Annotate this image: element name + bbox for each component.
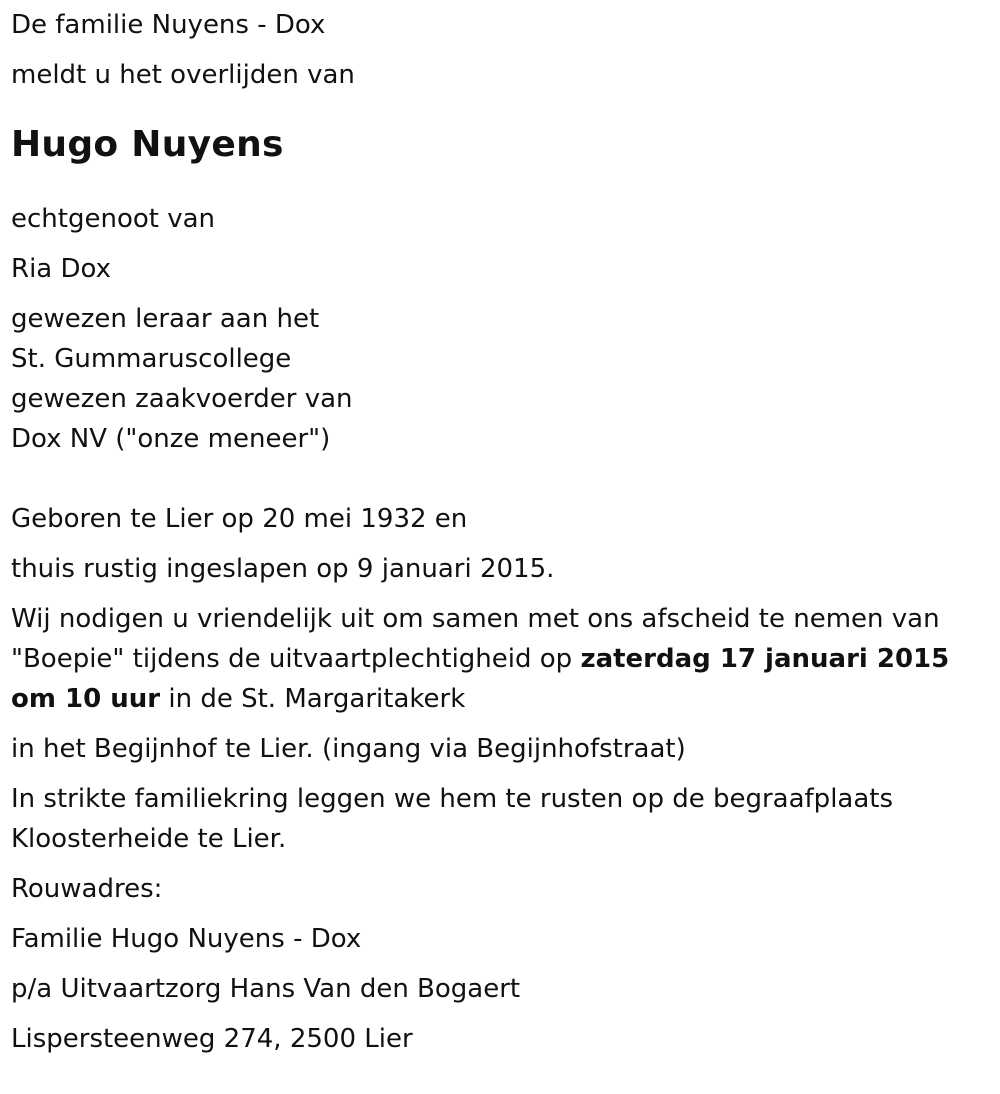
spouse-name: Ria Dox [11, 254, 112, 284]
intro-announcement: meldt u het overlijden van [11, 60, 355, 90]
invitation-church: in de St. Margaritakerk [160, 684, 466, 714]
spouse-label: echtgenoot van [11, 204, 216, 234]
birth-info: Geboren te Lier op 20 mei 1932 en [11, 504, 468, 534]
career-line: St. Gummaruscollege [11, 344, 292, 374]
funeral-invitation [11, 599, 1000, 719]
address-line: p/a Uitvaartzorg Hans Van den Bogaert [11, 974, 521, 1004]
intro-family: De familie Nuyens - Dox [11, 10, 326, 40]
career-block [11, 299, 1000, 459]
invitation-text: Wij nodigen u vriendelijk uit om samen met ons afscheid te nemen van "Boepie" tijdens de uitvaartplechtigheid op [11, 604, 940, 674]
death-info: thuis rustig ingeslapen op 9 januari 2015. [11, 554, 555, 584]
career-line: gewezen zaakvoerder van [11, 384, 353, 414]
burial-info: In strikte familiekring leggen we hem te rusten op de begraafplaats Kloosterheide te Lier. [11, 784, 894, 854]
funeral-datetime: zaterdag 17 januari 2015 om 10 uur [11, 644, 950, 714]
career-line: gewezen leraar aan het [11, 304, 320, 334]
church-location: in het Begijnhof te Lier. (ingang via Begijnhofstraat) [11, 734, 686, 764]
address-line: Familie Hugo Nuyens - Dox [11, 924, 362, 954]
address-label: Rouwadres: [11, 874, 163, 904]
deceased-name: Hugo Nuyens [11, 124, 284, 165]
address-line: Lispersteenweg 274, 2500 Lier [11, 1024, 413, 1054]
career-line: Dox NV ("onze meneer") [11, 424, 331, 454]
